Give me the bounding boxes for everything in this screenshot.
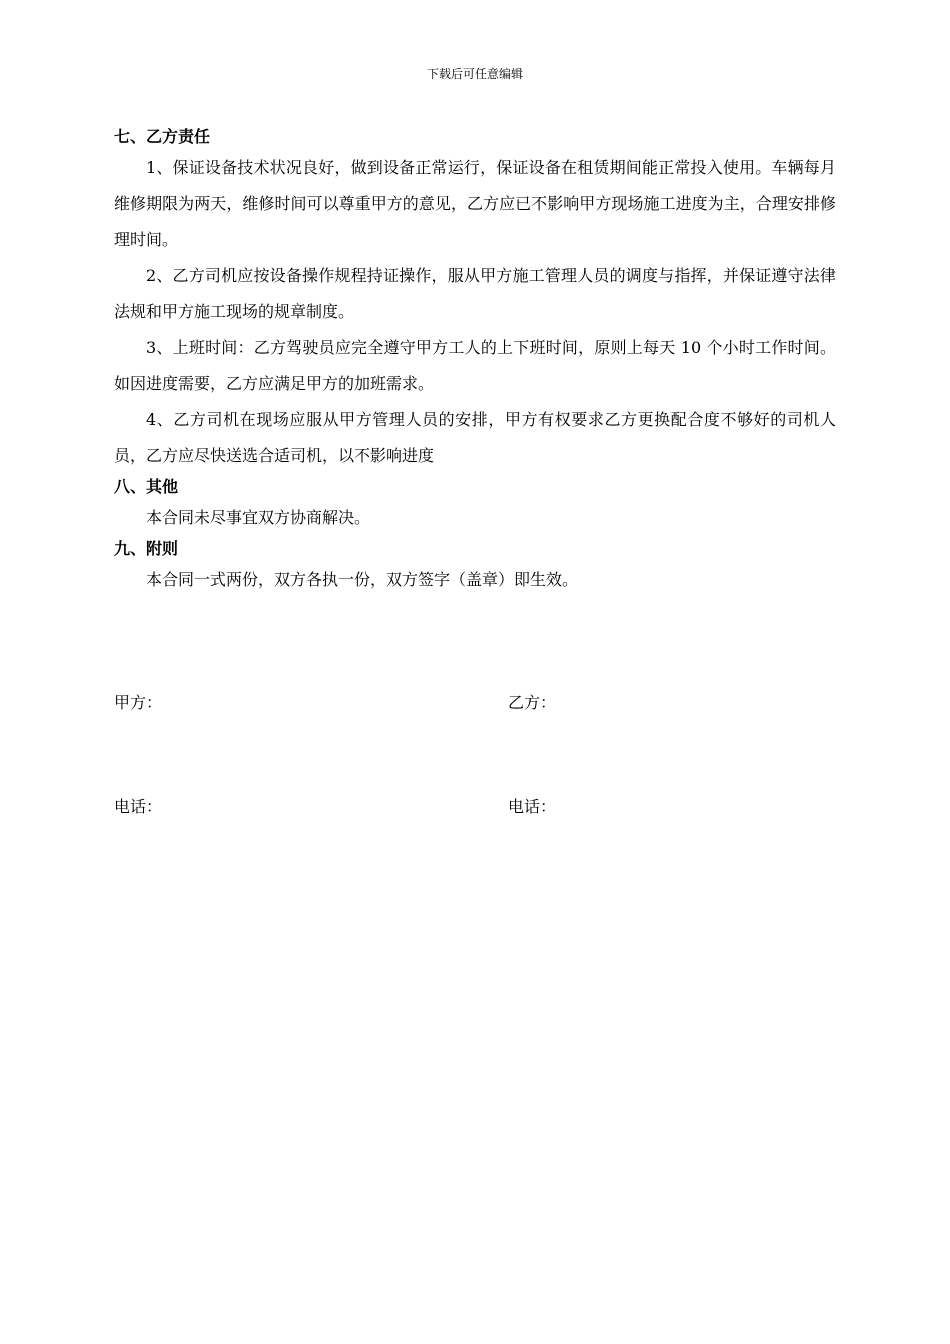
party-a-phone-label: 电话： (114, 797, 163, 816)
party-b-phone-label: 电话： (508, 797, 557, 816)
section-8-paragraph-1: 本合同未尽事宜双方协商解决。 (146, 508, 371, 527)
party-b-label: 乙方： (508, 693, 557, 712)
section-7-paragraph-1: 1、保证设备技术状况良好，做到设备正常运行，保证设备在租赁期间能正常投入使用。车辆每月维修期限为两天，维修时间可以尊重甲方的意见，乙方应已不影响甲方现场施工进度为主，合理安排修理时间。 (114, 158, 836, 249)
page-header-note: 下载后可任意编辑 (426, 67, 523, 81)
contract-body (114, 124, 836, 598)
party-a-label: 甲方： (114, 693, 163, 712)
section-heading-9: 九、附则 (114, 539, 179, 558)
section-9-paragraph-1: 本合同一式两份，双方各执一份，双方签字（盖章）即生效。 (146, 570, 579, 589)
section-7-paragraph-2: 2、乙方司机应按设备操作规程持证操作，服从甲方施工管理人员的调度与指挥，并保证遵守法律法规和甲方施工现场的规章制度。 (114, 266, 836, 321)
signature-phone-row (114, 795, 836, 819)
signature-party-row (114, 691, 836, 715)
section-heading-7: 七、乙方责任 (114, 127, 211, 146)
section-7-paragraph-4: 4、乙方司机在现场应服从甲方管理人员的安排，甲方有权要求乙方更换配合度不够好的司机人员，乙方应尽快送选合适司机，以不影响进度 (114, 410, 836, 465)
section-heading-8: 八、其他 (114, 477, 179, 496)
section-7-paragraph-3: 3、上班时间：乙方驾驶员应完全遵守甲方工人的上下班时间，原则上每天 10 个小时工作时间。如因进度需要，乙方应满足甲方的加班需求。 (114, 338, 836, 393)
